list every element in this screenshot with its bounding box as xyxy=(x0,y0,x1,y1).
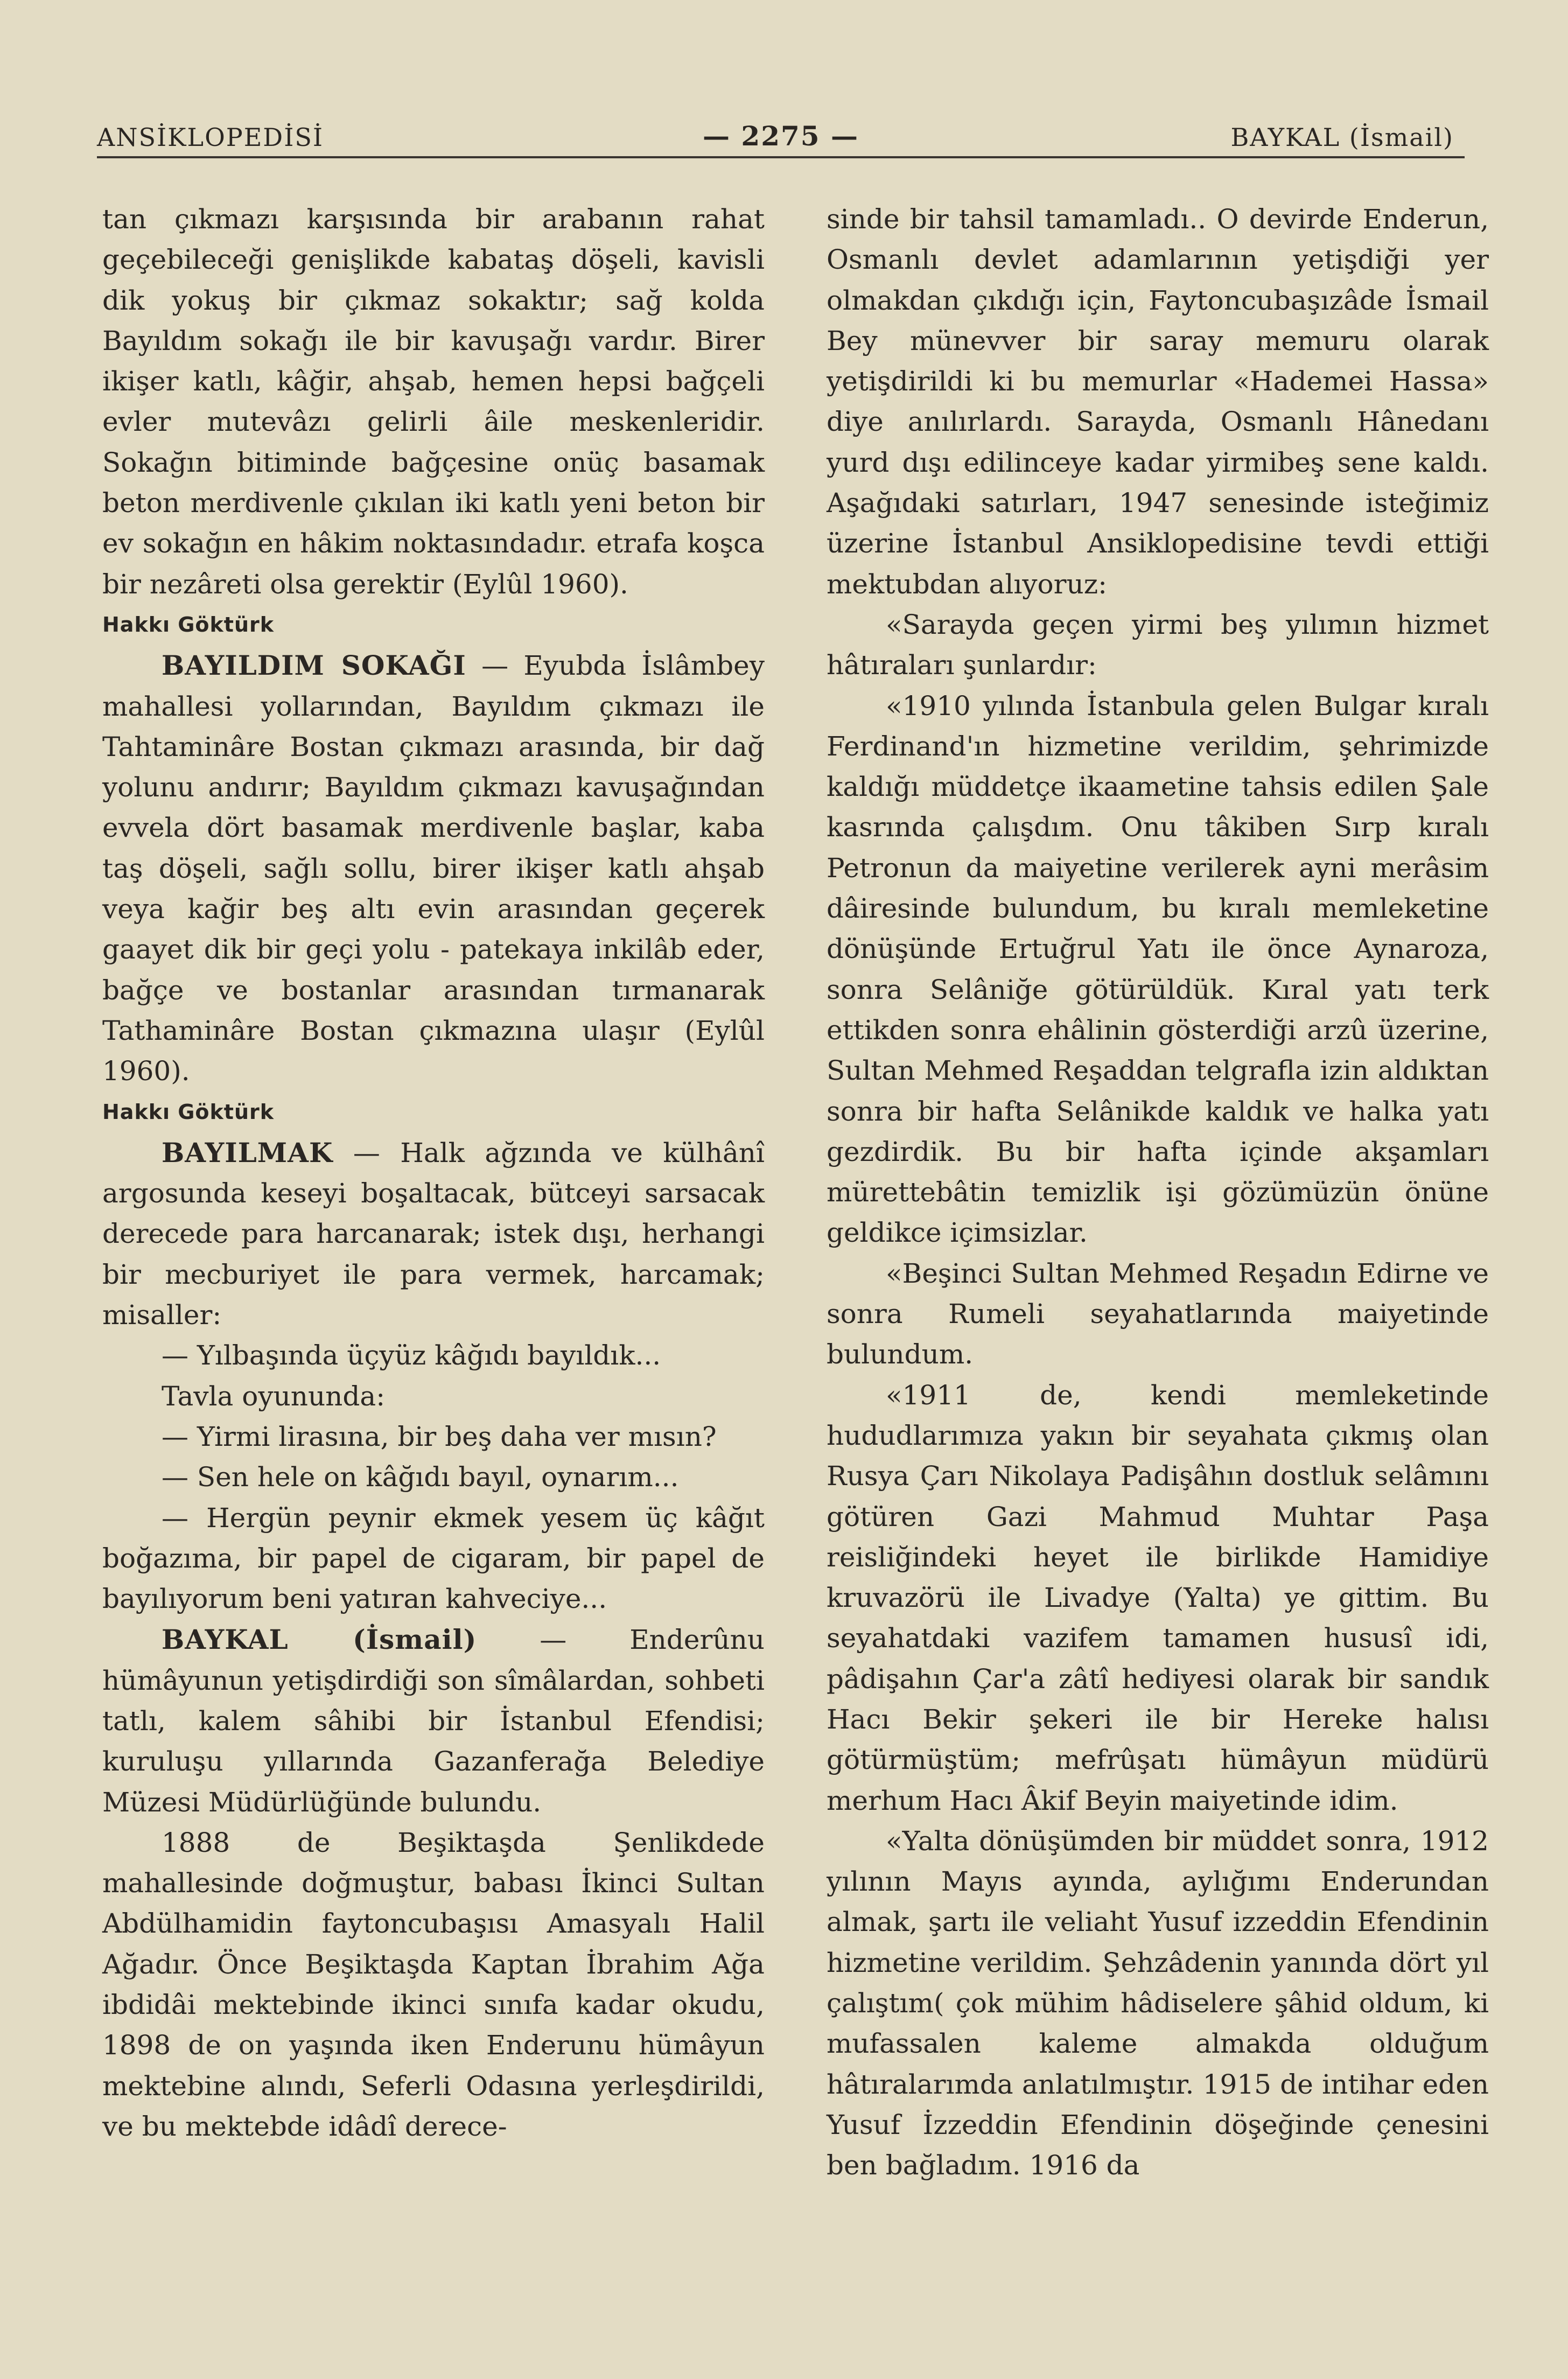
entry-body: — Eyubda İslâmbey mahallesi yollarından, Bayıldım çıkmazı ile Tahtaminâre Bostan çıkmazı arasında, bir dağ yolunu andırır; Bayıldım çıkmazı kavuşağından evvela dört basamak merdivenle başlar, kaba taş döşeli, sağlı sollu, birer ikişer katlı ahşab veya kağir beş altı evin arasından geçerek gaayet dik bir geçi yolu - patekaya inkilâb eder, bağçe ve bostanlar arasından tırmanarak Tathaminâre Bostan çıkmazına ulaşır (Eylûl 1960). xyxy=(102,650,765,1087)
paragraph: tan çıkmazı karşısında bir arabanın rahat geçebileceği genişlikde kabataş döşeli, kavisli dik yokuş bir çıkmaz sokaktır; sağ kolda Bayıldım sokağı ile bir kavuşağı vardır. Birer ikişer katlı, kâğir, ahşab, hemen hepsi bağçeli evler mutevâzı gelirli âile meskenleridir. Sokağın bitiminde bağçesine onüç basamak beton merdivenle çıkılan iki katlı yeni beton bir ev sokağın en hâkim noktasındadır. etrafa koşca bir nezâreti olsa gerektir (Eylûl 1960). xyxy=(102,204,765,600)
header-entry-title: BAYKAL (İsmail) xyxy=(1230,123,1454,152)
paragraph: «Beşinci Sultan Mehmed Reşadın Edirne ve sonra Rumeli seyahatlarında maiyetinde bulundum. xyxy=(827,1257,1489,1370)
entry-body: — Enderûnu hümâyunun yetişdirdiği son sîmâlardan, sohbeti tatlı, kalem sâhibi bir İstanbul Efendisi; kuruluşu yıllarında Gazanferağa Belediye Müzesi Müdürlüğünde bulundu. xyxy=(102,1624,765,1818)
paragraph: «1911 de, kendi memleketinde hududlarımıza yakın bir seyahata çıkmış olan Rusya Çarı Nikolaya Padişâhın dostluk selâmını götüren Gazi Mahmud Muhtar Paşa reisliğindeki heyet ile birlikde Hamidiye kruvazörü ile Livadye (Yalta) ye gittim. Bu seyahatdaki vazifem tamamen hususî idi, pâdişahın Çar'a zâtî hediyesi olarak bir sandık Hacı Bekir şekeri ile bir Hereke halısı götürmüştüm; mefrûşatı hümâyun müdürü merhum Hacı Âkif Beyin maiyetinde idim. xyxy=(827,1379,1489,1816)
right-column xyxy=(827,199,1489,2186)
entry-bayildim-sokagi xyxy=(102,645,765,1091)
paragraph: «1910 yılında İstanbula gelen Bulgar kıralı Ferdinand'ın hizmetine verildim, şehrimizde kaldığı müddetçe ikaametine tahsis edilen Şale kasrında çalışdım. Onu tâkiben Sırp kıralı Petronun da maiyetine verilerek ayni merâsim dâiresinde bulundum, bu kıralı memleketine dönüşünde Ertuğrul Yatı ile önce Aynaroza, sonra Selâniğe götürüldük. Kıral yatı terk ettikden sonra ehâlinin gösterdiği arzû üzerine, Sultan Mehmed Reşaddan telgrafla izin aldıktan sonra bir hafta Selânikde kaldık ve halka yatı gezdirdik. Bu bir hafta içinde akşamları mürettebâtin temizlik işi gözümüzün önüne geldikce içimsizlar. xyxy=(827,690,1489,1249)
paragraph: sinde bir tahsil tamamladı.. O devirde Enderun, Osmanlı devlet adamlarının yetişdiği yer olmakdan çıkdığı için, Faytoncubaşızâde İsmail Bey münevver bir saray memuru olarak yetişdirildi ki bu memurlar «Hademei Hassa» diye anılırlardı. Sarayda, Osmanlı Hânedanı yurd dışı edilinceye kadar yirmibeş sene kaldı. Aşağıdaki satırları, 1947 senesinde isteğimiz üzerine İstanbul Ansiklopedisine tevdi ettiği mektubdan alıyoruz: xyxy=(827,204,1489,600)
entry-body: — Halk ağzında ve külhânî argosunda keseyi boşaltacak, bütceyi sarsacak derecede para harcanarak; istek dışı, herhangi bir mecburiyet ile para vermek, harcamak; misaller: xyxy=(102,1137,765,1331)
entry-baykal-ismail xyxy=(102,1619,765,1822)
example-line: Tavla oyununda: xyxy=(162,1380,386,1412)
paragraph: 1888 de Beşiktaşda Şenlikdede mahallesinde doğmuştur, babası İkinci Sultan Abdülhamidin faytoncubaşısı Amasyalı Halil Ağadır. Önce Beşiktaşda Kaptan İbrahim Ağa ibdidâi mektebinde ikinci sınıfa kadar okudu, 1898 de on yaşında iken Enderunu hümâyun mektebine alındı, Seferli Odasına yerleşdirildi, ve bu mektebde idâdî derece- xyxy=(102,1827,765,2142)
example-line: — Sen hele on kâğıdı bayıl, oynarım... xyxy=(162,1461,679,1493)
header-encyclopedia-title: ANSİKLOPEDİSİ xyxy=(97,123,324,152)
entry-bayilmak xyxy=(102,1132,765,1335)
author-signature: Hakkı Göktürk xyxy=(102,612,275,636)
author-signature: Hakkı Göktürk xyxy=(102,1100,275,1124)
page-number: — 2275 — xyxy=(703,120,859,152)
example-line: — Hergün peynir ekmek yesem üç kâğıt boğazıma, bir papel de cigaram, bir papel de bayılıyorum beni yatıran kahveciye... xyxy=(102,1502,765,1615)
example-line: — Yirmi lirasına, bir beş daha ver mısın? xyxy=(162,1421,717,1452)
page-header xyxy=(97,108,1465,158)
example-line: — Yılbaşında üçyüz kâğıdı bayıldık... xyxy=(162,1340,661,1372)
entry-headword: BAYILMAK xyxy=(162,1136,333,1168)
entry-headword: BAYILDIM SOKAĞI xyxy=(162,649,466,682)
paragraph: «Sarayda geçen yirmi beş yılımın hizmet hâtıraları şunlardır: xyxy=(827,608,1489,681)
entry-headword: BAYKAL (İsmail) xyxy=(162,1624,477,1656)
paragraph: «Yalta dönüşümden bir müddet sonra, 1912 yılının Mayıs ayında, aylığımı Enderundan almak, şartı ile veliaht Yusuf izzeddin Efendinin hizmetine verildim. Şehzâdenin yanında dört yıl çalıştım( çok mühim hâdiselere şâhid oldum, ki mufassalen kaleme almakda olduğum hâtıralarımda anlatılmıştır. 1915 de intihar eden Yusuf İzzeddin Efendinin döşeğinde çenesini ben bağladım. 1916 da xyxy=(827,1825,1489,2181)
left-column xyxy=(102,199,765,2147)
